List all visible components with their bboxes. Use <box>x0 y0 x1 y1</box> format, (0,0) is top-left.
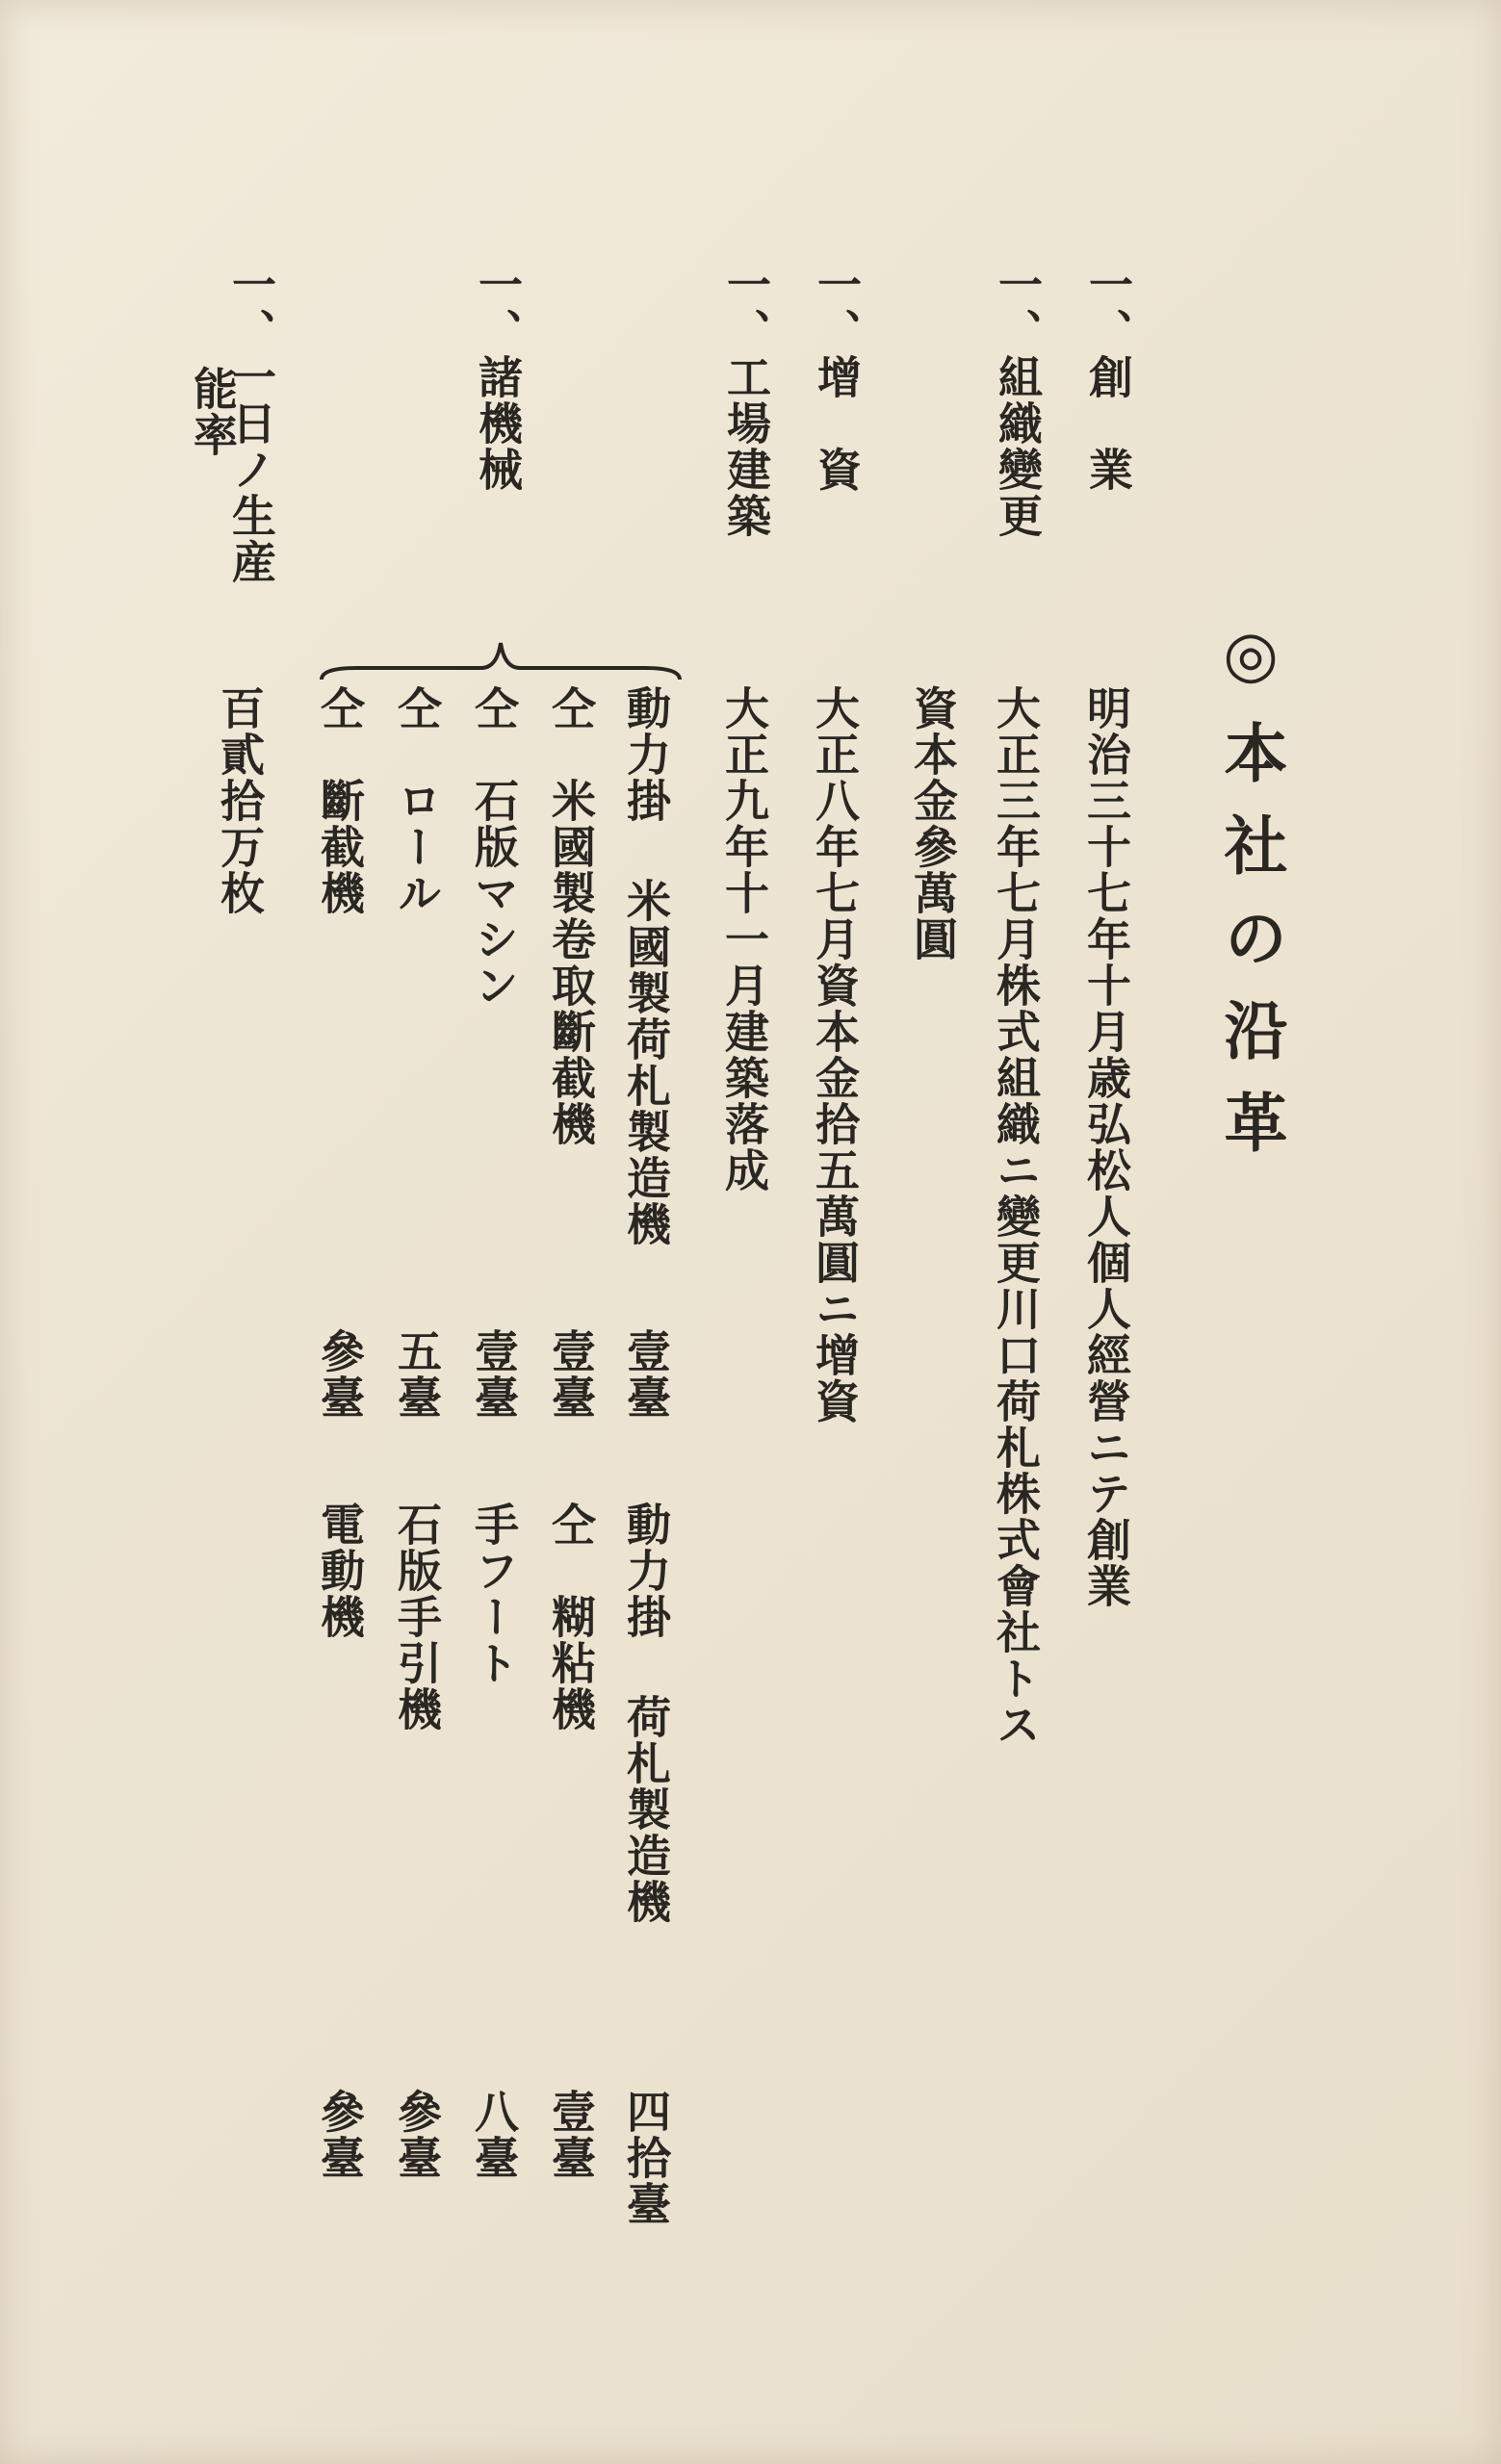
machine-row-1-count2: 四拾臺 <box>620 2089 672 2227</box>
machine-row-3-count: 壹臺 <box>468 1328 520 1421</box>
machine-row-4-count2: 參臺 <box>391 2089 443 2181</box>
machine-row-4-count: 五臺 <box>391 1328 443 1421</box>
machine-row-2-name: 仝 米國製卷取斷截機 <box>545 685 597 1147</box>
machines-label: 一、諸機械 <box>472 262 524 493</box>
machine-row-3-name: 仝 石版マシン <box>468 685 520 1009</box>
machine-row-5-name2: 電動機 <box>314 1502 366 1640</box>
machine-row-3-name2: 手フート <box>468 1502 520 1686</box>
machine-row-5-count: 參臺 <box>314 1328 366 1421</box>
capital-text: 大正八年七月資本金拾五萬圓ニ增資 <box>809 685 861 1424</box>
brace-divider <box>318 635 684 693</box>
machine-row-4-name: 仝 ロール <box>391 685 443 916</box>
machine-row-1-name: 動力掛 米國製荷札製造機 <box>620 685 672 1247</box>
machine-row-2-count: 壹臺 <box>545 1328 597 1421</box>
factory-label: 一、工場建築 <box>720 262 772 539</box>
capacity-value: 百貳拾万枚 <box>214 685 266 916</box>
capacity-label-line1: 一、一日ノ生産 <box>225 262 277 585</box>
machine-row-5-name: 仝 斷截機 <box>314 685 366 916</box>
machine-row-4-name2: 石版手引機 <box>391 1502 443 1732</box>
capacity-label-line2: 能率 <box>187 366 239 458</box>
reorg-label: 一、組織變更 <box>992 262 1044 539</box>
machine-row-2-count2: 壹臺 <box>545 2089 597 2181</box>
page-title: ◎本社の沿革 <box>1213 616 1288 1182</box>
machine-row-2-name2: 仝 糊粘機 <box>545 1502 597 1732</box>
factory-text: 大正九年十一月建築落成 <box>718 685 770 1194</box>
machine-row-5-count2: 參臺 <box>314 2089 366 2181</box>
machine-row-3-count2: 八臺 <box>468 2089 520 2181</box>
capital-label: 一、增 資 <box>811 262 863 493</box>
founding-text: 明治三十七年十月歳弘松人個人經營ニテ創業 <box>1080 685 1132 1609</box>
founding-label: 一、創 業 <box>1082 262 1134 493</box>
reorg-text: 大正三年七月株式組織ニ變更川口荷札株式會社トス <box>990 685 1042 1748</box>
reorg-capital: 資本金參萬圓 <box>907 685 959 962</box>
machine-row-1-count: 壹臺 <box>620 1328 672 1421</box>
machine-row-1-name2: 動力掛 荷札製造機 <box>620 1502 672 1925</box>
